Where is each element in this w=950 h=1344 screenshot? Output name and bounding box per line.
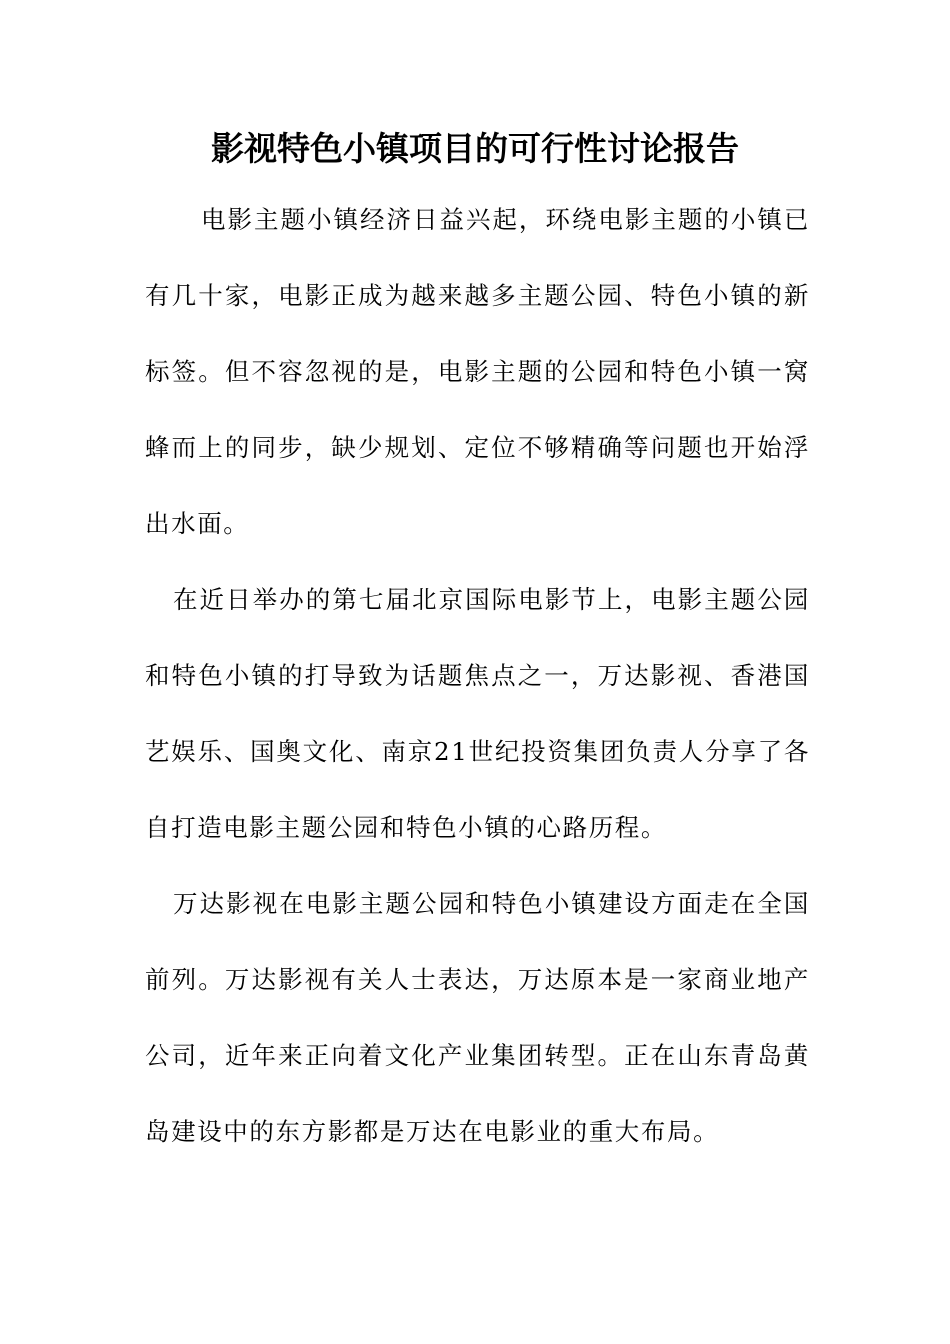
- paragraph-1: 电影主题小镇经济日益兴起，环绕电影主题的小镇已有几十家，电影正成为越来越多主题公园、特色小镇的新标签。但不容忽视的是，电影主题的公园和特色小镇一窝蜂而上的同步，缺少规划、定位不够精确等问题也开始浮出水面。: [145, 205, 810, 538]
- paragraph-3: 万达影视在电影主题公园和特色小镇建设方面走在全国前列。万达影视有关人士表达，万达原本是一家商业地产公司，近年来正向着文化产业集团转型。正在山东青岛黄岛建设中的东方影都是万达在电影业的重大布局。: [145, 889, 810, 1146]
- paragraph-2: 在近日举办的第七届北京国际电影节上，电影主题公园和特色小镇的打导致为话题焦点之一，万达影视、香港国艺娱乐、国奥文化、南京21世纪投资集团负责人分享了各自打造电影主题公园和特色小镇的心路历程。: [145, 585, 810, 842]
- document-title: 影视特色小镇项目的可行性讨论报告: [211, 129, 739, 168]
